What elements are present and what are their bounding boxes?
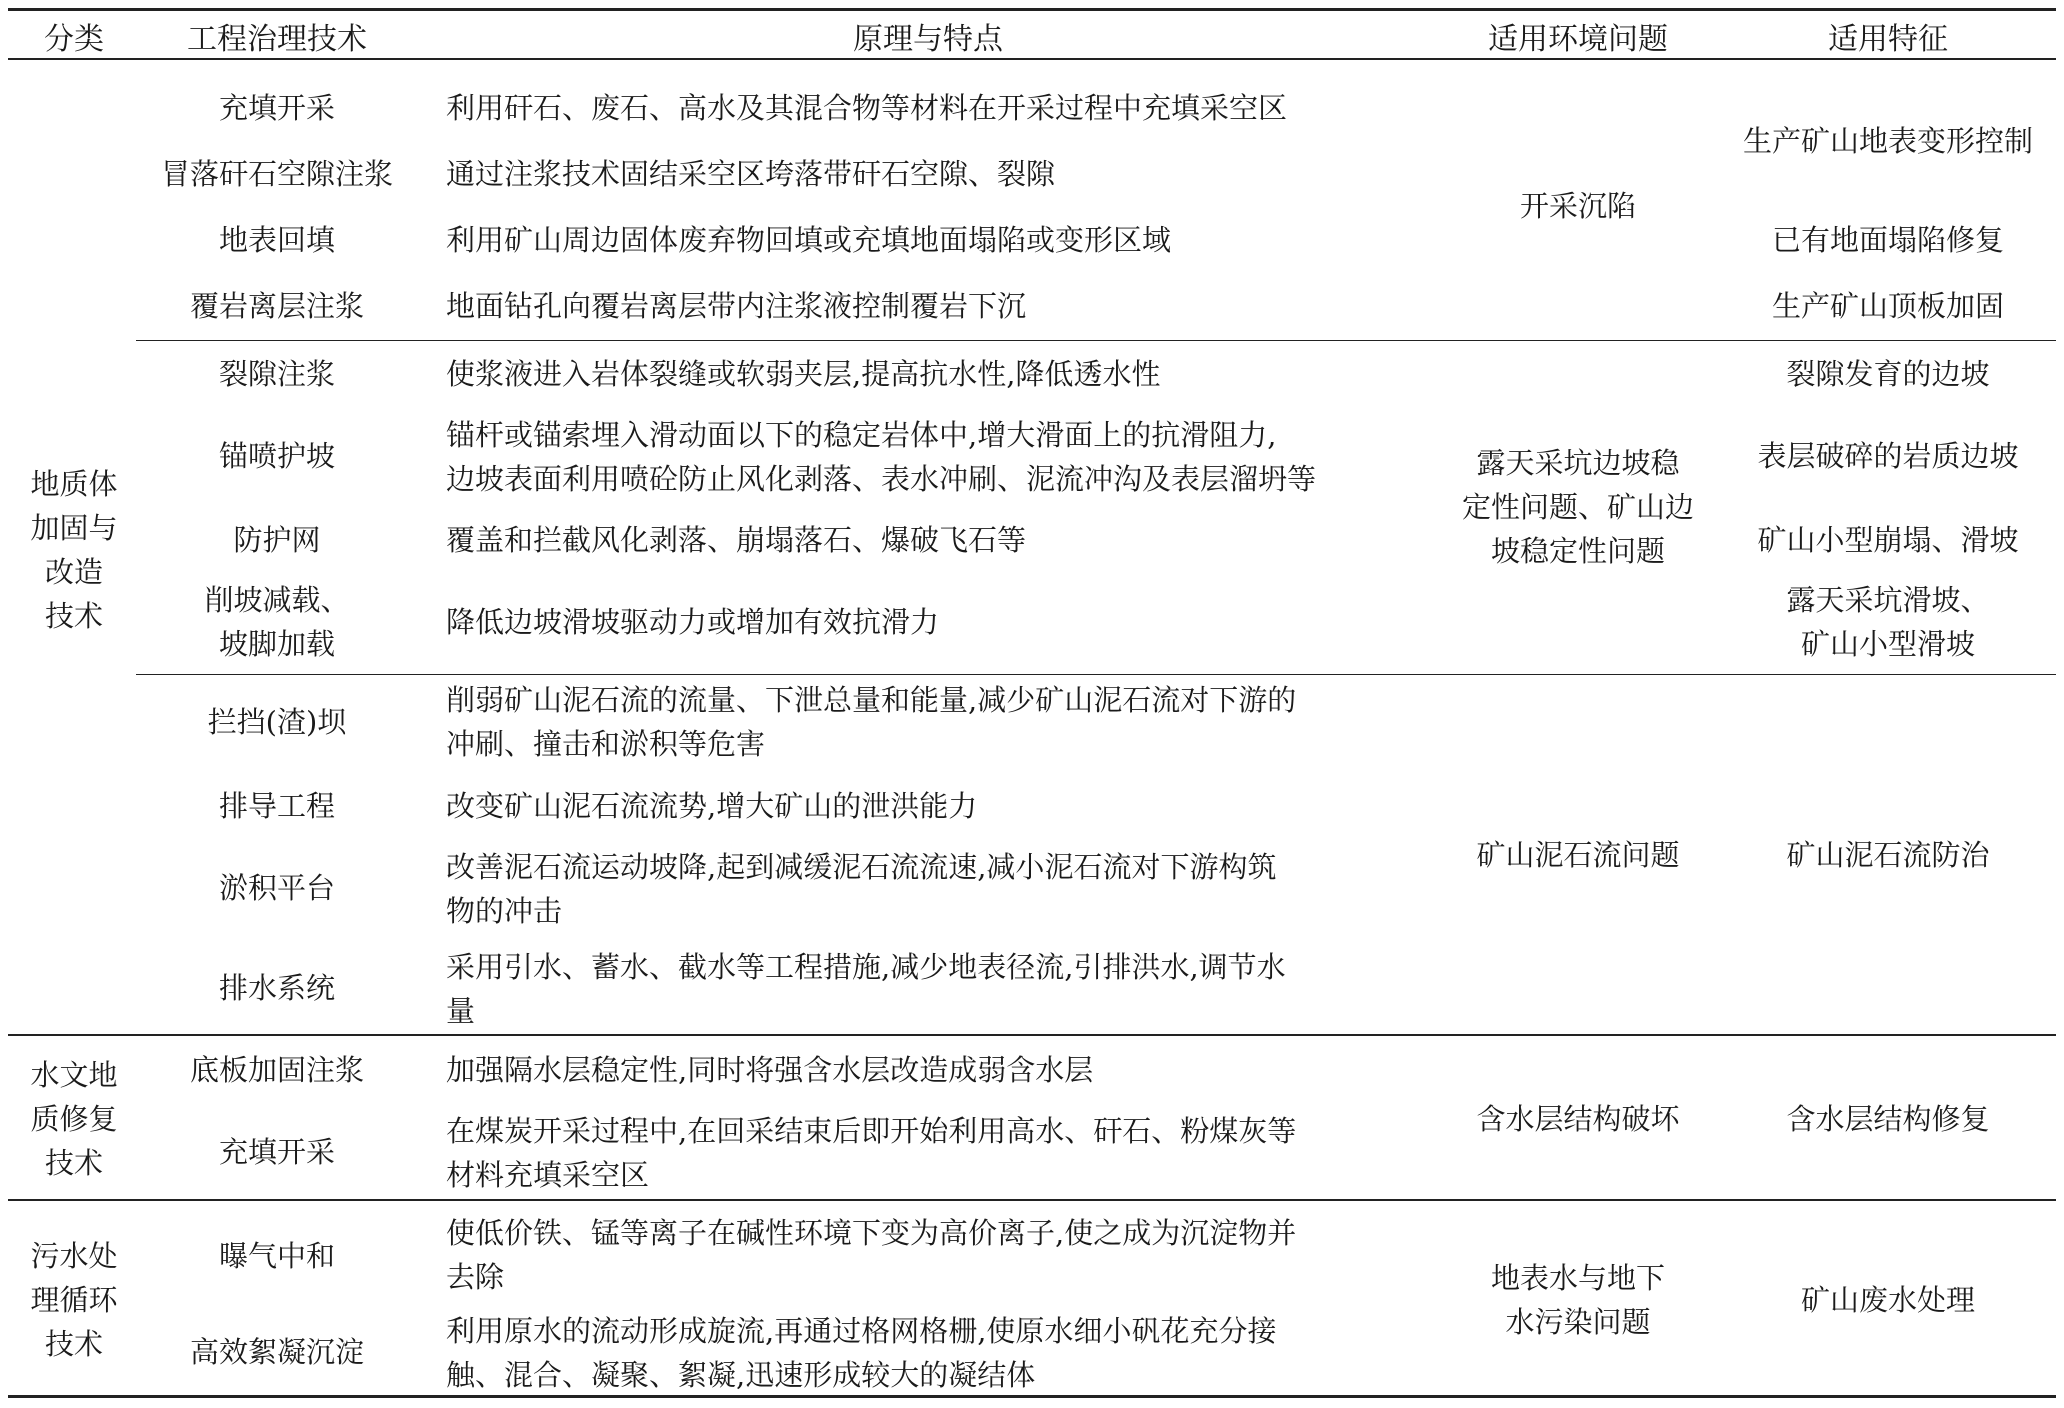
table-row: 高效絮凝沉淀 [189, 1335, 365, 1369]
table-row: 裂隙注浆 [218, 357, 336, 391]
feature-cell: 生产矿山顶板加固 [1771, 289, 2005, 323]
header-category: 分类 [44, 22, 104, 57]
feature-cell: 裂隙发育的边坡 [1786, 357, 1990, 391]
table-row: 冒落矸石空隙注浆 [160, 157, 394, 191]
group-rule-1 [8, 1034, 2056, 1036]
problem-cell: 露天采坑边坡稳 定性问题、矿山边 坡稳定性问题 [1461, 446, 1695, 568]
table-row: 充填开采 [218, 1135, 336, 1169]
table-row: 拦挡(渣)坝 [207, 705, 347, 739]
table-row: 曝气中和 [218, 1239, 336, 1273]
header-technique: 工程治理技术 [187, 22, 367, 57]
problem-cell: 开采沉陷 [1519, 189, 1637, 223]
principle-text: 利用矿山周边固体废弃物回填或充填地面塌陷或变形区域 [446, 223, 1172, 257]
table-row: 淤积平台 [218, 871, 336, 905]
problem-cell: 含水层结构破坏 [1476, 1102, 1680, 1136]
principle-text: 通过注浆技术固结采空区垮落带矸石空隙、裂隙 [446, 157, 1056, 191]
feature-cell: 表层破碎的岩质边坡 [1757, 439, 2019, 473]
group-rule-2 [8, 1199, 2056, 1201]
table-row: 排水系统 [218, 971, 336, 1005]
category-wastewater-treatment: 污水处 理循环 技术 [30, 1239, 118, 1361]
table-row: 防护网 [233, 523, 321, 557]
header-principle: 原理与特点 [853, 22, 1003, 57]
category-hydrogeology-restoration: 水文地 质修复 技术 [30, 1058, 118, 1180]
subgroup-rule-1 [136, 340, 2056, 341]
principle-text: 利用矸石、废石、高水及其混合物等材料在开采过程中充填采空区 [446, 91, 1288, 125]
principle-text: 使低价铁、锰等离子在碱性环境下变为高价离子,使之成为沉淀物并 去除 [446, 1216, 1297, 1294]
table-top-rule [8, 8, 2056, 11]
feature-cell: 露天采坑滑坡、 矿山小型滑坡 [1786, 583, 1990, 661]
table-row: 排导工程 [218, 789, 336, 823]
feature-cell: 矿山废水处理 [1800, 1283, 1976, 1317]
table-row: 底板加固注浆 [189, 1053, 365, 1087]
feature-cell: 含水层结构修复 [1786, 1102, 1990, 1136]
table-row: 削坡减载、 坡脚加载 [204, 583, 350, 661]
principle-text: 采用引水、蓄水、截水等工程措施,减少地表径流,引排洪水,调节水 量 [446, 950, 1286, 1028]
problem-cell: 矿山泥石流问题 [1476, 838, 1680, 872]
principle-text: 改善泥石流运动坡降,起到减缓泥石流流速,减小泥石流对下游构筑 物的冲击 [446, 850, 1277, 928]
header-feature: 适用特征 [1828, 22, 1948, 57]
problem-cell: 地表水与地下 水污染问题 [1490, 1261, 1666, 1339]
feature-cell: 生产矿山地表变形控制 [1742, 124, 2034, 158]
table-row: 充填开采 [218, 91, 336, 125]
principle-text: 改变矿山泥石流流势,增大矿山的泄洪能力 [446, 789, 978, 823]
principle-text: 利用原水的流动形成旋流,再通过格网格栅,使原水细小矾花充分接 触、混合、凝聚、絮凝,迅速形成较大的凝结体 [446, 1314, 1277, 1392]
header-problem: 适用环境问题 [1488, 22, 1668, 57]
principle-text: 使浆液进入岩体裂缝或软弱夹层,提高抗水性,降低透水性 [446, 357, 1161, 391]
table-row: 锚喷护坡 [218, 439, 336, 473]
feature-cell: 已有地面塌陷修复 [1771, 223, 2005, 257]
principle-text: 在煤炭开采过程中,在回采结束后即开始利用高水、矸石、粉煤灰等 材料充填采空区 [446, 1114, 1297, 1192]
principle-text: 削弱矿山泥石流的流量、下泄总量和能量,减少矿山泥石流对下游的 冲刷、撞击和淤积等危害 [446, 683, 1297, 761]
principle-text: 锚杆或锚索埋入滑动面以下的稳定岩体中,增大滑面上的抗滑阻力, 边坡表面利用喷砼防止风化剥落、表水冲刷、泥流冲沟及表层溜坍等 [446, 418, 1317, 496]
feature-cell: 矿山小型崩塌、滑坡 [1757, 523, 2019, 557]
table-row: 覆岩离层注浆 [189, 289, 365, 323]
principle-text: 降低边坡滑坡驱动力或增加有效抗滑力 [446, 605, 940, 639]
principle-text: 地面钻孔向覆岩离层带内注浆液控制覆岩下沉 [446, 289, 1027, 323]
feature-cell: 矿山泥石流防治 [1786, 838, 1990, 872]
principle-text: 加强隔水层稳定性,同时将强含水层改造成弱含水层 [446, 1053, 1094, 1087]
table-row: 地表回填 [218, 223, 336, 257]
subgroup-rule-2 [136, 674, 2056, 675]
category-geology-reinforcement: 地质体 加固与 改造 技术 [30, 467, 118, 633]
principle-text: 覆盖和拦截风化剥落、崩塌落石、爆破飞石等 [446, 523, 1027, 557]
